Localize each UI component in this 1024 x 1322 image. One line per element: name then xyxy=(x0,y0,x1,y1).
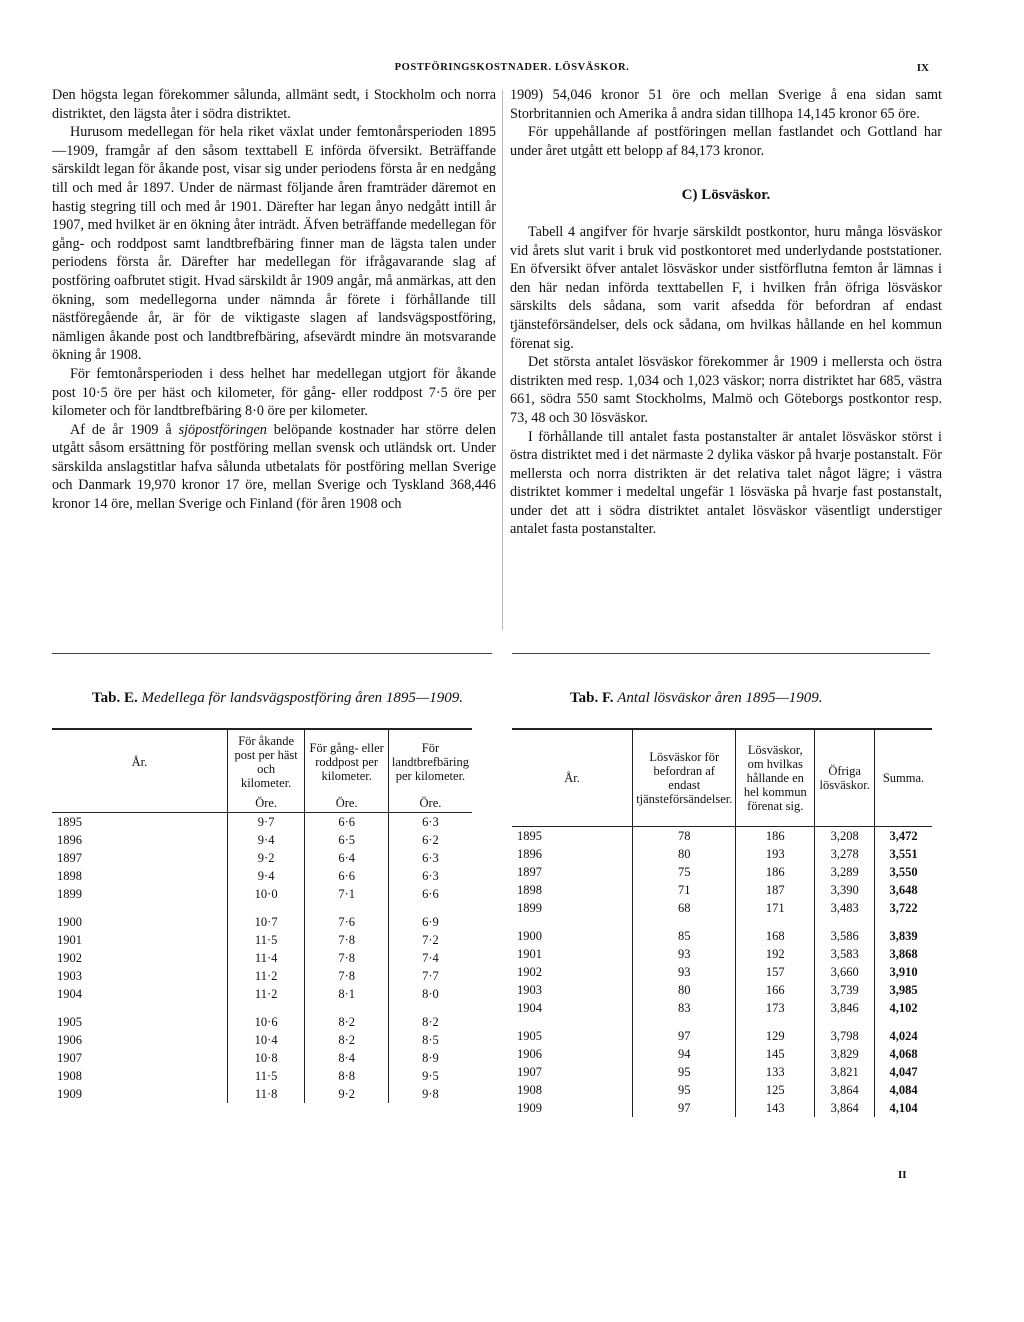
year-cell: 1900 xyxy=(52,913,227,931)
value-cell: 3,798 xyxy=(815,1027,875,1045)
value-cell: 186 xyxy=(736,863,815,881)
table-row xyxy=(52,1013,472,1031)
left-text-column xyxy=(52,86,496,514)
unit-label: Öre. xyxy=(388,794,472,813)
value-cell: 6·6 xyxy=(305,813,388,832)
value-cell: 11·2 xyxy=(227,985,305,1003)
table-f-body xyxy=(512,827,932,1118)
table-row xyxy=(52,867,472,885)
value-cell: 129 xyxy=(736,1027,815,1045)
value-cell: 3,821 xyxy=(815,1063,875,1081)
sum-cell: 4,047 xyxy=(875,1063,932,1081)
year-cell: 1898 xyxy=(52,867,227,885)
sum-cell: 4,068 xyxy=(875,1045,932,1063)
value-cell: 11·4 xyxy=(227,949,305,967)
table-row xyxy=(512,1081,932,1099)
value-cell: 9·8 xyxy=(388,1085,472,1103)
signature-mark: II xyxy=(898,1169,907,1181)
value-cell: 71 xyxy=(633,881,736,899)
year-cell: 1896 xyxy=(52,831,227,849)
value-cell: 8·2 xyxy=(305,1031,388,1049)
year-cell: 1909 xyxy=(52,1085,227,1103)
year-cell: 1902 xyxy=(512,963,633,981)
value-cell: 171 xyxy=(736,899,815,917)
paragraph xyxy=(52,421,496,514)
year-cell: 1899 xyxy=(52,885,227,903)
value-cell: 9·5 xyxy=(388,1067,472,1085)
sum-cell: 3,910 xyxy=(875,963,932,981)
year-cell: 1909 xyxy=(512,1099,633,1117)
column-header: Lösväskor för befordran af endast tjänsteförsändelser. xyxy=(633,729,736,827)
column-header: Summa. xyxy=(875,729,932,827)
sum-cell: 3,839 xyxy=(875,927,932,945)
value-cell: 125 xyxy=(736,1081,815,1099)
value-cell: 7·7 xyxy=(388,967,472,985)
year-cell: 1900 xyxy=(512,927,633,945)
value-cell: 145 xyxy=(736,1045,815,1063)
year-cell: 1904 xyxy=(512,999,633,1017)
paragraph: Det största antalet lösväskor förekommer år 1909 i mellersta och östra distrikten med resp. 1,034 och 1,023 väskor; norra distriktet har 685, västra 661, södra 550 samt Stockholms, Malmö och Göteborgs postkontor resp. 73, 48 och 30 lösväskor. xyxy=(510,354,942,426)
table-row xyxy=(52,1049,472,1067)
table-e-body xyxy=(52,813,472,1104)
value-cell: 6·2 xyxy=(388,831,472,849)
value-cell: 8·9 xyxy=(388,1049,472,1067)
year-cell: 1906 xyxy=(512,1045,633,1063)
value-cell: 8·5 xyxy=(388,1031,472,1049)
table-row xyxy=(52,1085,472,1103)
paragraph-text: Af de år 1909 å xyxy=(70,421,179,438)
sum-cell: 3,868 xyxy=(875,945,932,963)
table-row xyxy=(512,1045,932,1063)
table-row xyxy=(52,913,472,931)
table-row xyxy=(52,813,472,832)
table-row xyxy=(52,985,472,1003)
paragraph: Den högsta legan förekommer sålunda, allmänt sedt, i Stockholm och norra distriktet, den lägsta åter i södra distriktet. xyxy=(52,87,496,122)
value-cell: 6·6 xyxy=(305,867,388,885)
value-cell: 193 xyxy=(736,845,815,863)
value-cell: 7·8 xyxy=(305,949,388,967)
value-cell: 143 xyxy=(736,1099,815,1117)
table-f xyxy=(512,728,932,1117)
paragraph: Hurusom medellegan för hela riket växlat under femtonårsperioden 1895—1909, framgår af den såsom texttabell E införda öfversikt. Beträffande särskildt legan för åkande post, visar sig under periodens första år en nedgång till och med år 1897. Under de närmast följande åren framträder däremot en hastig stegring till och med år 1901. Därefter har legan ånyo nedgått intill år 1907, med hvilket är en ökning åter inträdt. Äfven beträffande medellegan för gång- och roddpost samt landtbrefbäring finner man de lägsta talen under periodens första år. Därefter har medellegan för ifrågavarande slag af postföring oafbrutet stigit. Hvad särskildt år 1909 angår, må anmärkas, att den ökning, som medellegorna under nämnda år förete i förhållande till nästföregående år, är för de viktigaste slagen af landsvägspostföring, nämligen åkande post och landtbrefbäring, afsevärdt mindre än motsvarande ökning år 1908. xyxy=(52,124,496,364)
year-cell: 1895 xyxy=(512,827,633,846)
value-cell: 3,583 xyxy=(815,945,875,963)
year-cell: 1901 xyxy=(512,945,633,963)
year-cell: 1901 xyxy=(52,931,227,949)
table-row xyxy=(512,863,932,881)
year-cell: 1906 xyxy=(52,1031,227,1049)
group-spacer xyxy=(52,1003,472,1013)
unit-label xyxy=(52,794,227,813)
year-cell: 1902 xyxy=(52,949,227,967)
value-cell: 6·3 xyxy=(388,849,472,867)
value-cell: 6·4 xyxy=(305,849,388,867)
year-cell: 1897 xyxy=(52,849,227,867)
year-cell: 1908 xyxy=(512,1081,633,1099)
year-cell: 1904 xyxy=(52,985,227,1003)
table-f-caption xyxy=(570,690,823,707)
italic-term: sjöpostföringen xyxy=(178,421,267,438)
value-cell: 11·2 xyxy=(227,967,305,985)
table-row xyxy=(512,963,932,981)
table-row xyxy=(52,967,472,985)
value-cell: 7·8 xyxy=(305,931,388,949)
value-cell: 3,390 xyxy=(815,881,875,899)
year-cell: 1903 xyxy=(512,981,633,999)
column-header: Öfriga lösväskor. xyxy=(815,729,875,827)
value-cell: 9·4 xyxy=(227,867,305,885)
year-cell: 1905 xyxy=(52,1013,227,1031)
paragraph: För uppehållande af postföringen mellan fastlandet och Gottland har under året utgått ett belopp af 84,173 kronor. xyxy=(510,124,942,159)
horizontal-rule xyxy=(512,653,930,654)
unit-label: Öre. xyxy=(305,794,388,813)
value-cell: 6·3 xyxy=(388,813,472,832)
sum-cell: 4,102 xyxy=(875,999,932,1017)
table-row xyxy=(52,1067,472,1085)
table-row xyxy=(512,1027,932,1045)
page-number: IX xyxy=(916,62,929,74)
value-cell: 11·5 xyxy=(227,1067,305,1085)
value-cell: 93 xyxy=(633,963,736,981)
value-cell: 3,846 xyxy=(815,999,875,1017)
value-cell: 6·6 xyxy=(388,885,472,903)
value-cell: 3,208 xyxy=(815,827,875,846)
column-header: År. xyxy=(52,729,227,794)
table-e-title: Medellega för landsvägspostföring åren 1895—1909. xyxy=(141,690,463,706)
value-cell: 3,289 xyxy=(815,863,875,881)
value-cell: 3,660 xyxy=(815,963,875,981)
table-f-label: Tab. F. xyxy=(570,690,614,706)
column-header: Lösväskor, om hvilkas hållande en hel kommun förenat sig. xyxy=(736,729,815,827)
value-cell: 166 xyxy=(736,981,815,999)
table-e-label: Tab. E. xyxy=(92,690,138,706)
value-cell: 8·4 xyxy=(305,1049,388,1067)
value-cell: 85 xyxy=(633,927,736,945)
value-cell: 83 xyxy=(633,999,736,1017)
table-row xyxy=(512,1099,932,1117)
paragraph: För femtonårsperioden i dess helhet har medellegan utgjort för åkande post 10·5 öre per häst och kilometer, för gång- eller roddpost 7·5 öre per kilometer och för landtbrefbäring 8·0 öre per kilometer. xyxy=(52,365,496,420)
value-cell: 68 xyxy=(633,899,736,917)
value-cell: 95 xyxy=(633,1081,736,1099)
sum-cell: 3,551 xyxy=(875,845,932,863)
sum-cell: 3,550 xyxy=(875,863,932,881)
value-cell: 6·9 xyxy=(388,913,472,931)
group-spacer xyxy=(52,903,472,913)
value-cell: 7·4 xyxy=(388,949,472,967)
year-cell: 1908 xyxy=(52,1067,227,1085)
value-cell: 78 xyxy=(633,827,736,846)
table-row xyxy=(52,931,472,949)
value-cell: 97 xyxy=(633,1027,736,1045)
paragraph-text: belöpande kostnader har större delen utgått såsom ersättning för postföring mellan svensk och utländsk ort. Under särskilda anslagstitlar hafva sålunda utbetalats för postföring mellan Sverige och Danmark 19,970 kronor 17 öre, mellan Sverige och Tyskland 368,446 kronor 14 öre, mellan Sverige och Finland (för åren 1908 och xyxy=(52,421,496,513)
value-cell: 11·5 xyxy=(227,931,305,949)
year-cell: 1896 xyxy=(512,845,633,863)
value-cell: 8·0 xyxy=(388,985,472,1003)
value-cell: 93 xyxy=(633,945,736,963)
value-cell: 97 xyxy=(633,1099,736,1117)
column-divider xyxy=(502,90,503,630)
column-header: För landtbrefbäring per kilometer. xyxy=(388,729,472,794)
value-cell: 9·2 xyxy=(227,849,305,867)
section-heading: C) Lösväskor. xyxy=(681,187,771,204)
table-row xyxy=(52,885,472,903)
table-row xyxy=(512,827,932,846)
year-cell: 1903 xyxy=(52,967,227,985)
table-row xyxy=(52,831,472,849)
value-cell: 173 xyxy=(736,999,815,1017)
value-cell: 94 xyxy=(633,1045,736,1063)
sum-cell: 3,472 xyxy=(875,827,932,846)
value-cell: 7·2 xyxy=(388,931,472,949)
table-row xyxy=(512,881,932,899)
value-cell: 3,586 xyxy=(815,927,875,945)
value-cell: 80 xyxy=(633,981,736,999)
value-cell: 9·7 xyxy=(227,813,305,832)
running-head: POSTFÖRINGSKOSTNADER. LÖSVÄSKOR. xyxy=(394,62,630,73)
group-spacer xyxy=(512,917,932,927)
value-cell: 187 xyxy=(736,881,815,899)
year-cell: 1895 xyxy=(52,813,227,832)
value-cell: 186 xyxy=(736,827,815,846)
paragraph: 1909) 54,046 kronor 51 öre och mellan Sverige å ena sidan samt Storbritannien och Amerika å andra sidan tillhopa 14,145 kronor 65 öre. xyxy=(510,87,942,122)
year-cell: 1907 xyxy=(52,1049,227,1067)
table-row xyxy=(512,981,932,999)
value-cell: 7·6 xyxy=(305,913,388,931)
column-header: År. xyxy=(512,729,633,827)
value-cell: 3,278 xyxy=(815,845,875,863)
table-row xyxy=(512,945,932,963)
value-cell: 6·5 xyxy=(305,831,388,849)
table-e-caption xyxy=(92,690,463,707)
table-row xyxy=(512,1063,932,1081)
value-cell: 8·8 xyxy=(305,1067,388,1085)
value-cell: 192 xyxy=(736,945,815,963)
value-cell: 7·1 xyxy=(305,885,388,903)
value-cell: 10·8 xyxy=(227,1049,305,1067)
value-cell: 10·0 xyxy=(227,885,305,903)
value-cell: 10·7 xyxy=(227,913,305,931)
value-cell: 9·2 xyxy=(305,1085,388,1103)
year-cell: 1905 xyxy=(512,1027,633,1045)
horizontal-rule xyxy=(52,653,492,654)
value-cell: 75 xyxy=(633,863,736,881)
value-cell: 8·2 xyxy=(388,1013,472,1031)
sum-cell: 4,104 xyxy=(875,1099,932,1117)
group-spacer xyxy=(512,1017,932,1027)
paragraph: Tabell 4 angifver för hvarje särskildt postkontor, huru många lösväskor vid årets slut varit i bruk vid postkontoret med underlydande poststationer. En öfversikt öfver antalet lösväskor under sistförflutna femton år lämnas i den här nedan införda texttabellen F, i hvilken från öfriga lösväskor särskilts dels sådana, som varit afsedda för befordran af endast tjänsteförsändelser, dels ock sådana, om hvilkas hållande en hel kommun förenat sig. xyxy=(510,223,942,352)
value-cell: 9·4 xyxy=(227,831,305,849)
value-cell: 95 xyxy=(633,1063,736,1081)
value-cell: 8·1 xyxy=(305,985,388,1003)
table-e xyxy=(52,728,472,1103)
value-cell: 11·8 xyxy=(227,1085,305,1103)
value-cell: 10·4 xyxy=(227,1031,305,1049)
year-cell: 1897 xyxy=(512,863,633,881)
year-cell: 1899 xyxy=(512,899,633,917)
table-row xyxy=(512,899,932,917)
value-cell: 3,864 xyxy=(815,1081,875,1099)
year-cell: 1907 xyxy=(512,1063,633,1081)
table-row xyxy=(52,849,472,867)
paragraph: I förhållande till antalet fasta postanstalter är antalet lösväskor störst i östra distriktet med i det närmaste 2 dylika väskor på hvarje postanstalt. För mellersta och norra distrikten är det relativa talet något lägre; i västra distriktet kommer i medeltal ungefär 1 lösväska på hvarje fast postanstalt, under det att i södra distriktet antalet lösväskor väsentligt understiger antalet fasta postanstalter. xyxy=(510,428,942,538)
value-cell: 157 xyxy=(736,963,815,981)
table-f-title: Antal lösväskor åren 1895—1909. xyxy=(617,690,823,706)
value-cell: 8·2 xyxy=(305,1013,388,1031)
value-cell: 133 xyxy=(736,1063,815,1081)
value-cell: 3,739 xyxy=(815,981,875,999)
year-cell: 1898 xyxy=(512,881,633,899)
value-cell: 10·6 xyxy=(227,1013,305,1031)
value-cell: 7·8 xyxy=(305,967,388,985)
value-cell: 3,829 xyxy=(815,1045,875,1063)
sum-cell: 3,648 xyxy=(875,881,932,899)
sum-cell: 3,985 xyxy=(875,981,932,999)
right-text-column xyxy=(510,86,942,539)
value-cell: 80 xyxy=(633,845,736,863)
table-row xyxy=(512,999,932,1017)
column-header: För åkande post per häst och kilometer. xyxy=(227,729,305,794)
value-cell: 3,483 xyxy=(815,899,875,917)
table-row xyxy=(52,1031,472,1049)
value-cell: 6·3 xyxy=(388,867,472,885)
value-cell: 3,864 xyxy=(815,1099,875,1117)
sum-cell: 3,722 xyxy=(875,899,932,917)
sum-cell: 4,084 xyxy=(875,1081,932,1099)
sum-cell: 4,024 xyxy=(875,1027,932,1045)
table-row xyxy=(512,845,932,863)
column-header: För gång- eller roddpost per kilometer. xyxy=(305,729,388,794)
value-cell: 168 xyxy=(736,927,815,945)
table-row xyxy=(512,927,932,945)
unit-label: Öre. xyxy=(227,794,305,813)
table-row xyxy=(52,949,472,967)
